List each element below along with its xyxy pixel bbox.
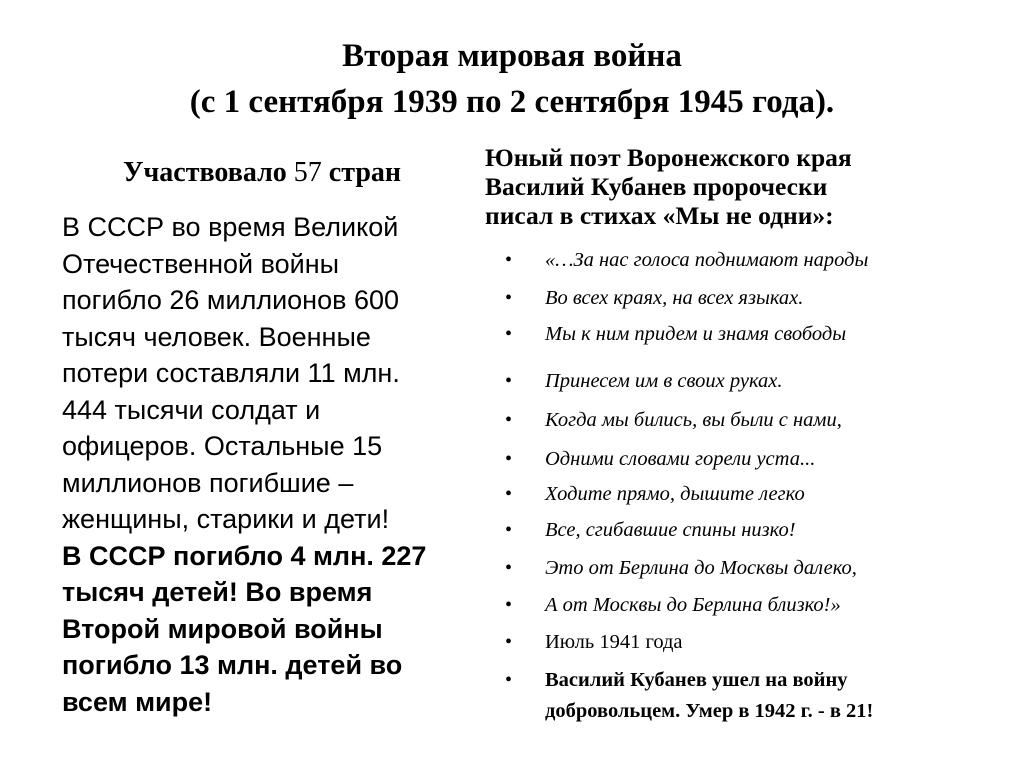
- poem-line: Одними словами горели уста...: [545, 448, 816, 470]
- losses-line: женщины, старики и дети!: [62, 504, 390, 534]
- bullet-icon: •: [505, 669, 513, 691]
- children-losses-line: всем мире!: [62, 686, 213, 717]
- poet-heading-line: Василий Кубанев пророчески: [485, 172, 828, 201]
- children-losses-line: погибло 13 млн. детей во: [62, 650, 403, 680]
- losses-line: тысяч человек. Военные: [62, 321, 371, 352]
- poem-line: Когда мы бились, вы были с нами,: [545, 409, 842, 431]
- countries-heading-text: Участвовало: [122, 157, 294, 188]
- children-losses-line: тысяч детей! Во время: [62, 577, 373, 607]
- countries-count: 57: [293, 157, 322, 188]
- poet-heading-line: Юный поэт Воронежского края: [485, 143, 852, 172]
- bullet-icon: •: [505, 249, 513, 271]
- poem-line: Во всех краях, на всех языках.: [545, 287, 804, 309]
- losses-line: 444 тысячи солдат и: [62, 394, 321, 425]
- bullet-icon: •: [505, 631, 513, 653]
- poem-line: Мы к ним придем и знамя свободы: [545, 323, 847, 345]
- poem-line: Принесем им в своих руках.: [545, 370, 783, 392]
- poet-note-line: Василий Кубанев ушел на войну: [545, 669, 848, 691]
- children-losses-line: Второй мировой войны: [62, 613, 383, 644]
- poet-heading: [485, 143, 1005, 230]
- slide-title: Вторая мировая война: [342, 38, 682, 74]
- poem-line: Это от Берлина до Москвы далеко,: [545, 557, 857, 579]
- countries-heading-suffix: стран: [321, 157, 402, 188]
- bullet-icon: •: [505, 557, 513, 579]
- bullet-icon: •: [505, 370, 513, 392]
- bullet-icon: •: [505, 594, 513, 616]
- slide-subtitle-dates: (с 1 сентября 1939 по 2 сентября 1945 года).: [189, 84, 835, 120]
- bullet-icon: •: [505, 448, 513, 470]
- poem-line: А от Москвы до Берлина близко!»: [545, 594, 841, 616]
- poet-note-line: добровольцем. Умер в 1942 г. - в 21!: [545, 700, 874, 722]
- ussr-losses-text: [62, 209, 502, 720]
- bullet-icon: •: [505, 483, 513, 505]
- bullet-icon: •: [505, 519, 513, 541]
- losses-line: офицеров. Остальные 15: [62, 431, 383, 461]
- poem-date: Июль 1941 года: [545, 631, 683, 653]
- poet-heading-line: писал в стихах «Мы не одни»:: [485, 201, 834, 230]
- losses-line: погибло 26 миллионов 600: [62, 285, 399, 315]
- losses-line: потери составляли 11 млн.: [62, 358, 400, 388]
- bullet-icon: •: [505, 409, 513, 431]
- bullet-icon: •: [505, 287, 513, 309]
- losses-line: миллионов погибшие –: [62, 467, 354, 498]
- poem-line: «…За нас голоса поднимают народы: [545, 249, 869, 271]
- poem-line: Все, сгибавшие спины низко!: [545, 519, 796, 541]
- bullet-icon: •: [505, 323, 513, 345]
- countries-heading: [62, 155, 462, 191]
- children-losses-line: В СССР погибло 4 млн. 227: [62, 540, 427, 571]
- losses-line: В СССР во время Великой: [62, 212, 399, 242]
- poem-line: Ходите прямо, дышите легко: [545, 483, 805, 505]
- losses-line: Отечественной войны: [62, 248, 340, 279]
